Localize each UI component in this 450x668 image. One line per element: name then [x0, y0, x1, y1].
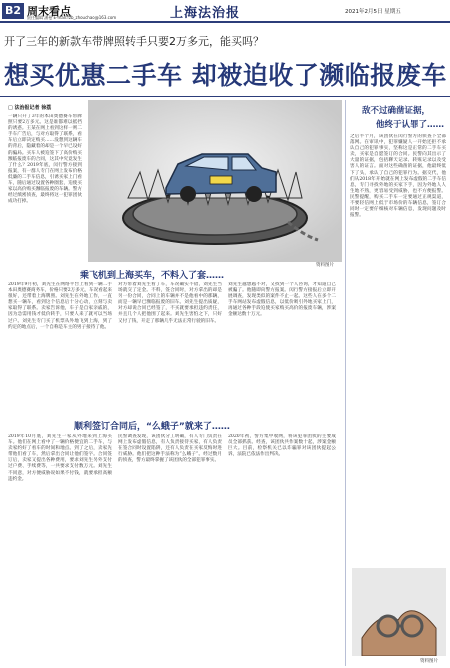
- section2-column-1: 2019年10月底，刘先生一家从外地来到上海买车。他们在网上看中了一辆价格便宜的二手车，与卖家约好了看车的时间和地点。到了之后，卖家先带他们看了车，然后拿出合同让他们签字。合同签订后，卖家又提出各种费用，要求刘先生另外支付过户费、手续费等，一共要求支付数万元。刘先生不同意，对方便威胁说如果不付钱，就要承担高额违约金。: [8, 434, 112, 482]
- article-main-title: 想买优惠二手车 却被迫收了濒临报废车: [4, 61, 447, 90]
- section1-column-2: 对方带着刘先生看了车，车况确实不错，刘先生当场就交了定金。不料，签合同时，对方拿出的却是另一份合同，合同上的车辆并不是他看中的那辆，而是一辆早已濒临报废的旧车。刘先生提出质疑，对方却说合同已经签了，不买就要承担违约责任，并且几个人把他围了起来。刘先生害怕之下，只好又付了钱，开走了那辆几乎无法正常行驶的旧车。: [118, 282, 222, 324]
- article-subtitle: 开了三年的新款车带牌照转手只要2万多元，能买吗？: [4, 35, 264, 48]
- newspaper-masthead: 上海法治报: [170, 6, 241, 21]
- illustration-handcuffs: [352, 568, 446, 656]
- title-rule: [0, 96, 450, 97]
- issue-date: 2021年2月5日 星期五: [345, 9, 401, 15]
- section-heading-2: 顺利签订合同后，“么蛾子”就来了……: [74, 422, 230, 432]
- column-rule: [345, 100, 346, 666]
- header-rule: [0, 21, 450, 23]
- photo-credit: 资料图片: [316, 263, 334, 268]
- editor-line: 责任编辑 潘曼 E-mail:fzb_zhouchao@163.com: [27, 15, 117, 20]
- section2-column-3: 2020年初，警方集中收网，将该犯罪团伙的主要成员全部抓获。经查，该团伙共作案数十起，涉案金额巨大。目前，检察机关已以诈骗罪对该团伙提起公诉，法院已依法作出判决。: [228, 434, 336, 458]
- right-heading-line1: 敌不过确凿证据，: [362, 106, 431, 116]
- photo-credit-2: 资料图片: [420, 659, 438, 664]
- section-heading-1: 乘飞机到上海买车，不料入了套……: [80, 271, 225, 281]
- page-number-badge: B2: [2, 3, 24, 19]
- section1-column-1: 2019年9月初，刘先生在网络平台上看到一辆二手本田奥德赛商务车，价格只要2万多元，车况看起来很好，还带着上海牌照。刘先生在外地工作，一直想买一辆车，看到这个信息后十分心动，立刻与卖家取得了联系。卖家告诉他，车子是自家亲戚的，因为急需用钱才低价转手，只要人来了就可以当场过户。刘先生专门买了机票从外地飞到上海，到了约定的地点后，一个自称是车主的男子接待了他。: [8, 282, 112, 330]
- lead-paragraph: 一辆只开了3年的本田奥德赛车带牌照只要2万多元。这是谁都难以抵挡的诱惑。王某在网上看到这样一则二手车广告后，与对方取得了联系，看车后立即决定购买……没想到这辆车的背后，隐藏着的却是一个早已设好的骗局。买车人被迫签下了高价购买濒临报废车的合同，这其中究竟发生了什么？2019年底，闵行警方接到报案，有一群人专门在网上发布价格低廉的二手车信息，引诱买家上门看车，随后通过设置各种圈套，迫使买家以高价购买濒临报废的车辆。警方经过缜密侦查，最终将这一犯罪团伙成功打掉。: [8, 114, 82, 205]
- article-byline: □ 法治报记者 徐荔: [8, 105, 52, 111]
- illustration-car-trap: [88, 100, 342, 262]
- right-heading-line2: 他终于认罪了……: [376, 120, 445, 130]
- section2-column-2: 民警调查发现，该团伙分工明确，有人专门负责在网上发布虚假信息，有人负责接待买家，有人负责在签合同时设置陷阱，还有人负责在买家反悔时进行威胁。他们把这种手法称为“么蛾子”。经过数月的侦查，警方最终掌握了该团伙的全部犯罪事实。: [118, 434, 222, 464]
- right-column-text: 之后半个月，该团伙在闵行警方的侦查下全部落网。在审讯中，犯罪嫌疑人一开始还拒不承认自己的犯罪事实，坚称这是正常的二手车买卖，买家是自愿签订的合同。民警向其出示了大量的证据，包括聊天记录、转账记录以及受害人的证言。面对这些确凿的证据，他最终低下了头，承认了自己的犯罪行为。据交代，他们从2018年开始就在网上发布虚假的二手车信息，专门寻找外地的买家下手，因为外地人人生地不熟，更容易受到威胁，也不方便报警。民警提醒，购买二手车一定要通过正规渠道，不要轻信网上低于市场价的车辆信息，签订合同时一定要仔细核对车辆信息，发现问题及时报警。: [350, 134, 446, 219]
- section-name: 周末看点: [27, 5, 71, 18]
- section1-column-3: 刘先生越想越不对，又找到一个人咨询，才知道自己被骗了。他随即向警方报案。闵行警方接报后立即开展调查，发现类似的案件不止一起。这些人在多个二手车网站发布虚假信息，以低价吸引外地买家上门，再通过各种手段迫使买家购买高价的报废车辆，涉案金额达数十万元。: [228, 282, 336, 318]
